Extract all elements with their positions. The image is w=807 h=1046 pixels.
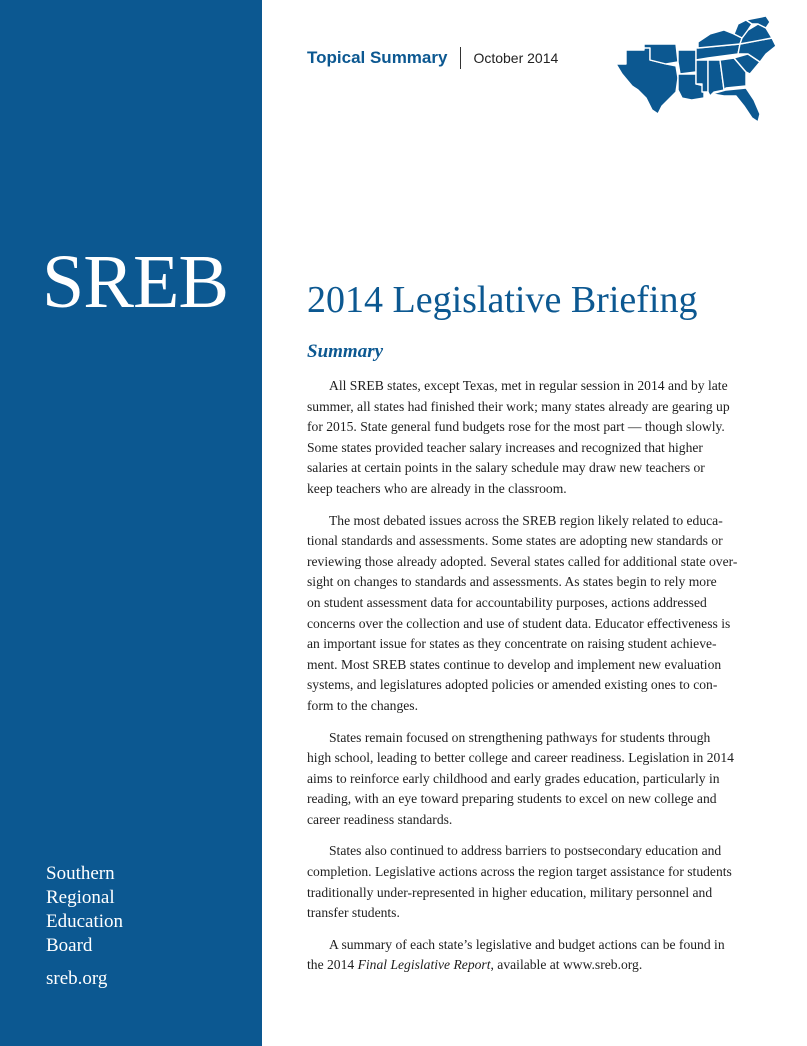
text-line: transfer students. [307,905,400,921]
text-line: for 2015. State general fund budgets rose for the most part — though slowly. [307,419,725,435]
southern-states-map-icon [606,14,778,124]
text-line: reading, with an eye toward preparing students to excel on new college and [307,791,717,807]
organization-name [46,862,123,958]
header-divider [460,47,461,69]
text-line: reviewing those already adopted. Several states called for additional state over- [307,553,738,569]
publication-date: October 2014 [473,50,559,66]
paragraph [307,728,769,831]
section-heading: Summary [307,341,384,362]
text-line: summer, all states had finished their work; many states already are gearing up [307,398,730,414]
text-line: The most debated issues across the SREB region likely related to educa- [329,512,723,528]
text-segment: the 2014 [307,957,358,973]
text-line: career readiness standards. [307,811,453,827]
text-line [307,955,769,976]
website-url[interactable]: sreb.org [46,968,108,989]
text-line: sight on changes to standards and assessments. As states begin to rely more [307,574,717,590]
text-line: on student assessment data for accountability purposes, actions addressed [307,594,707,610]
summary-body [307,376,769,987]
text-line: keep teachers who are already in the classroom. [307,480,567,496]
text-line: high school, leading to better college and career readiness. Legislation in 2014 [307,750,734,766]
report-title: Final Legislative Report [357,957,491,973]
text-line: form to the changes. [307,697,418,713]
page-title: 2014 Legislative Briefing [307,279,698,321]
text-line: States also continued to address barriers to postsecondary education and [329,843,722,859]
text-line: concerns over the collection and use of student data. Educator effectiveness is [307,615,731,631]
text-line: systems, and legislatures adopted policies or amended existing ones to con- [307,677,718,693]
org-name-line: Regional [46,887,115,908]
text-line: an important issue for states as they concentrate on raising student achieve- [307,636,717,652]
org-name-line: Southern [46,863,115,884]
paragraph [307,511,769,717]
text-line: States remain focused on strengthening pathways for students through [329,729,711,745]
document-header [307,46,558,70]
text-line: tional standards and assessments. Some states are adopting new standards or [307,533,723,549]
text-segment: , available at www.sreb.org. [490,957,643,973]
text-line: ment. Most SREB states continue to develop and implement new evaluation [307,656,722,672]
document-type: Topical Summary [307,48,448,67]
text-line: salaries at certain points in the salary schedule may draw new teachers or [307,460,705,476]
text-line: A summary of each state’s legislative and budget actions can be found in [329,936,725,952]
text-line: All SREB states, except Texas, met in regular session in 2014 and by late [329,378,728,393]
brand-sidebar [0,0,262,1046]
paragraph [307,841,769,923]
text-line: Some states provided teacher salary increases and recognized that higher [307,439,703,455]
text-line: completion. Legislative actions across the region target assistance for students [307,864,732,880]
paragraph [307,376,769,500]
text-line: traditionally under-represented in higher education, military personnel and [307,884,713,900]
closing-paragraph [307,935,769,976]
org-name-line: Board [46,935,93,956]
org-name-line: Education [46,911,124,932]
text-line: aims to reinforce early childhood and early grades education, particularly in [307,770,720,786]
sreb-logo: SREB [42,240,229,324]
